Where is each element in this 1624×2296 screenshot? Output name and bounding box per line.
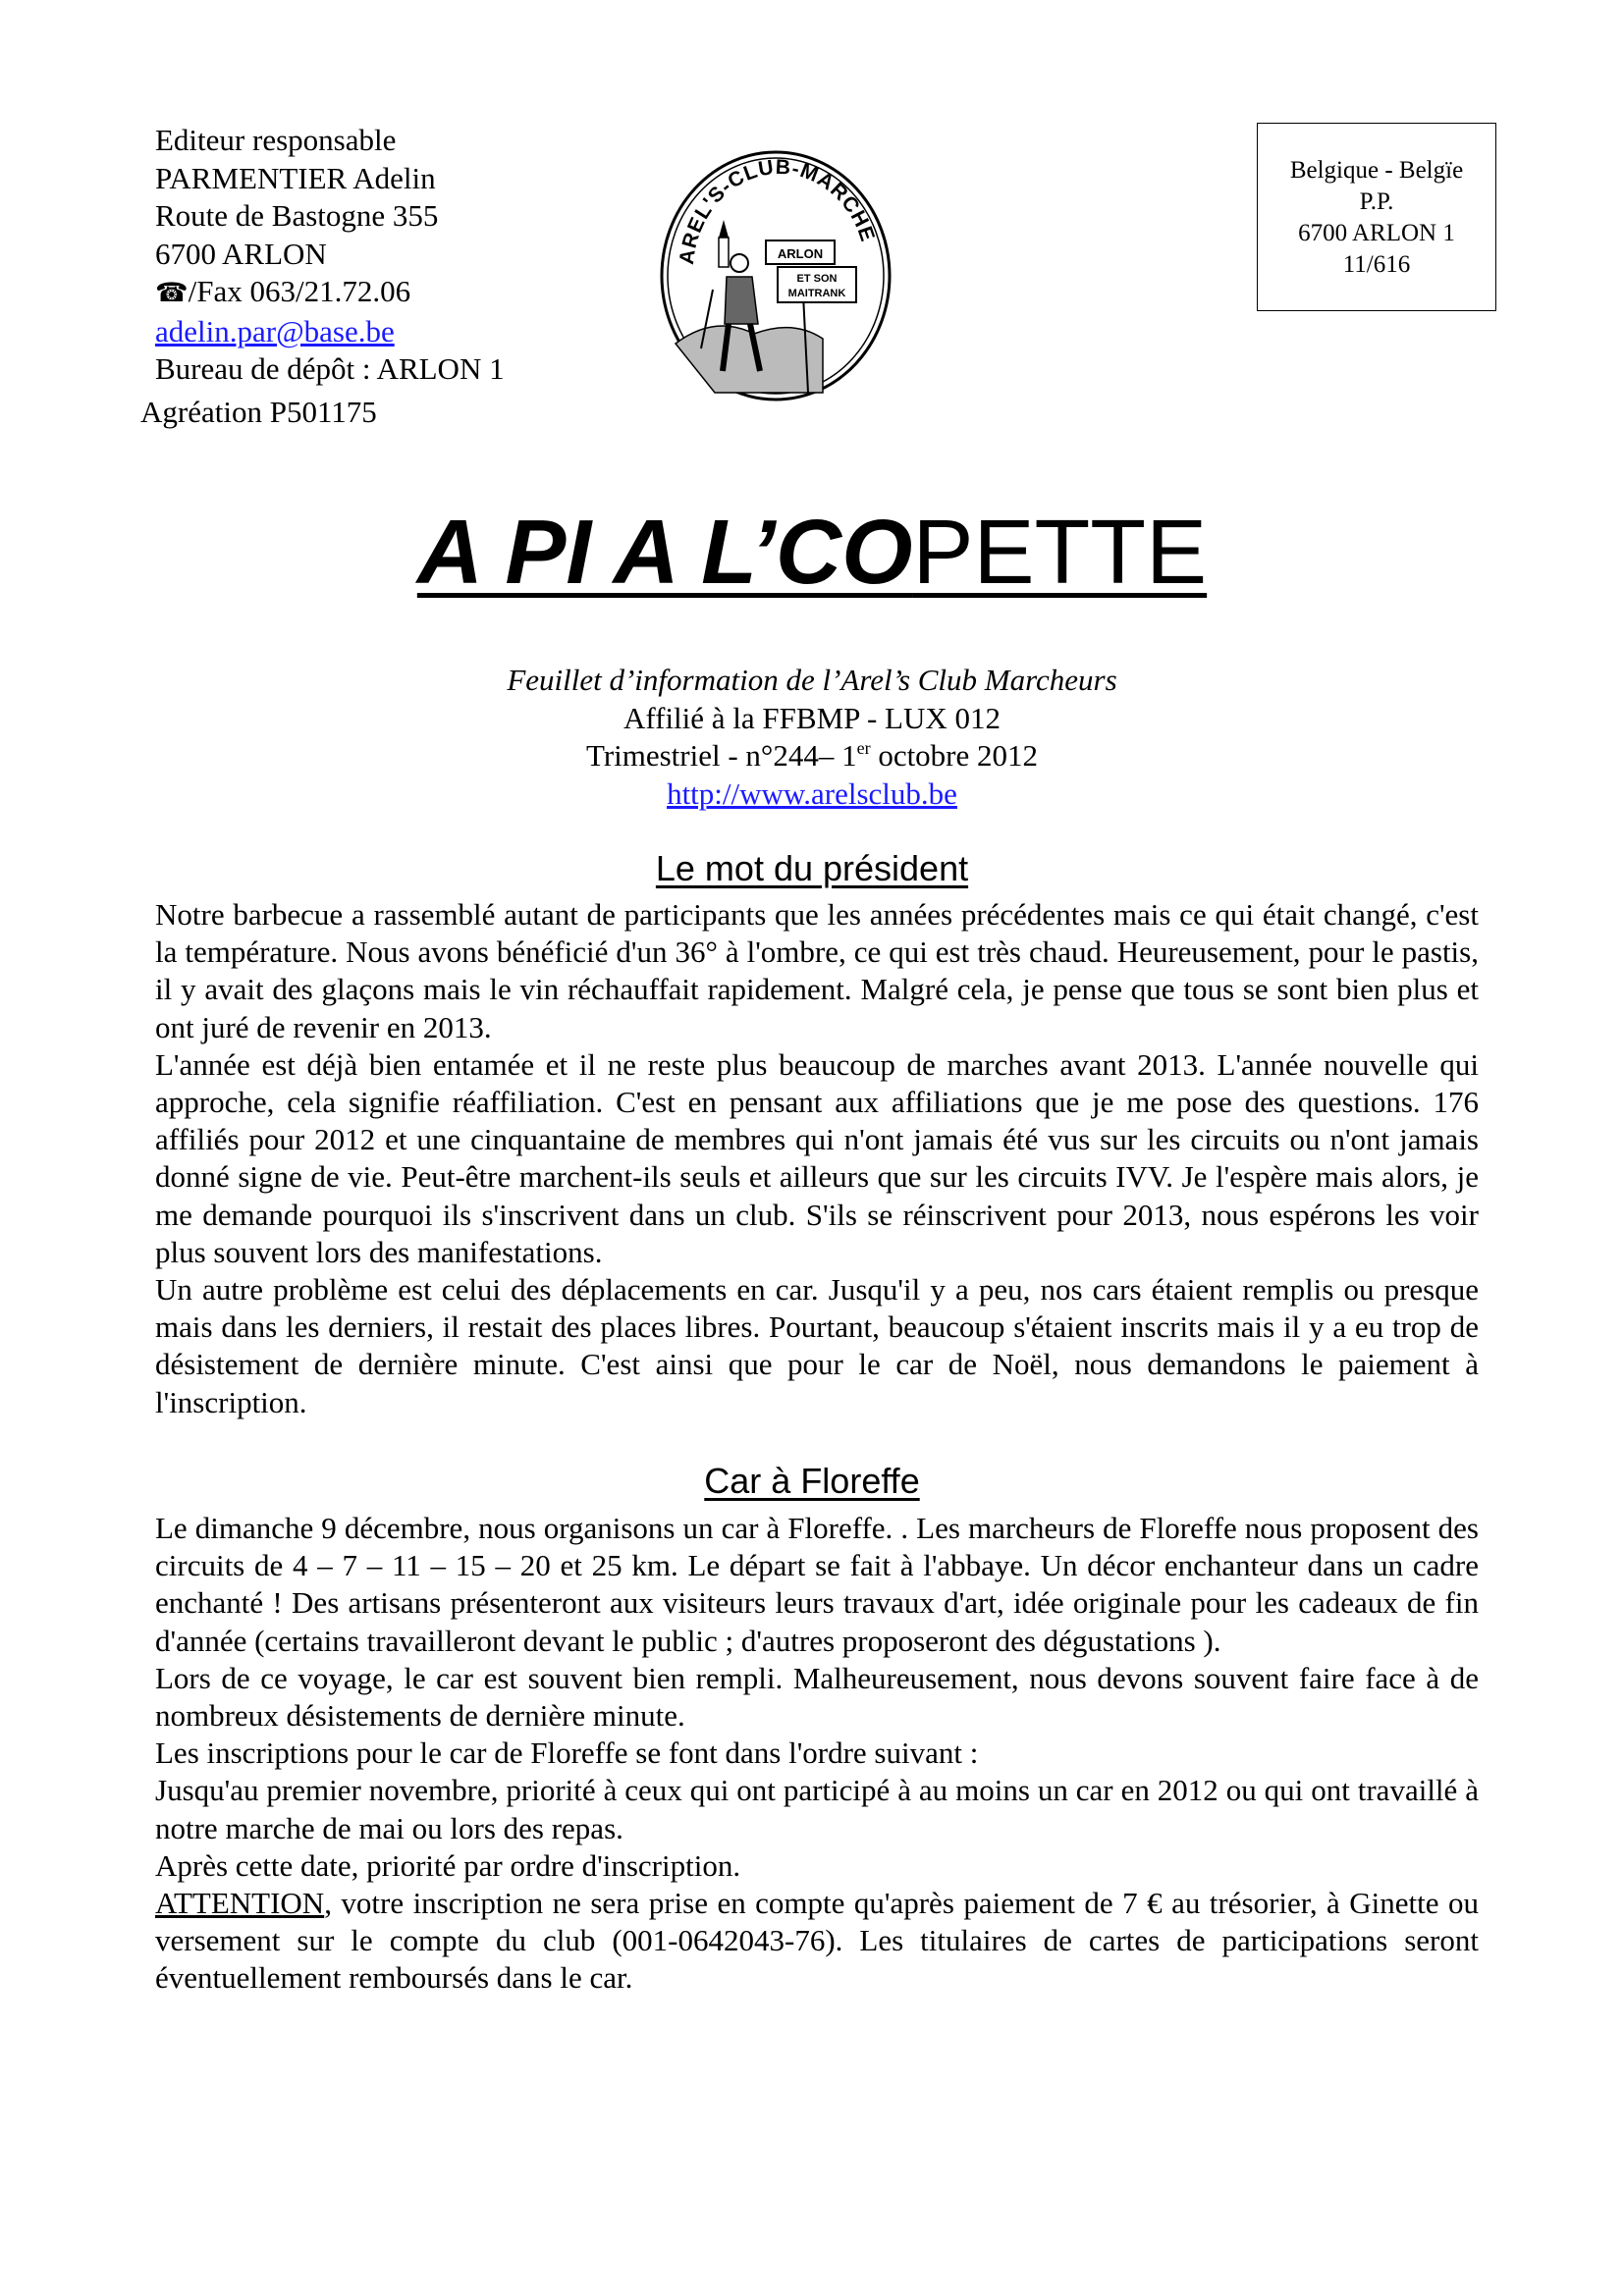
attention-paragraph: [155, 1885, 1479, 1998]
attention-text: , votre inscription ne sera prise en compte qu'après paiement de 7 € au trésorier, à Ginette ou versement sur le compte du club (001-0642043-76). Les titulaires de cartes de participations seront éventuellement remboursés dans le car.: [155, 1886, 1479, 1996]
section-title-president: Le mot du président: [655, 848, 969, 888]
publication-subtitle: Feuillet d’information de l’Arel’s Club Marcheurs: [507, 663, 1117, 697]
postage-box: [1257, 123, 1496, 311]
paragraph: Un autre problème est celui des déplacements en car. Jusqu'il y a peu, nos cars étaient remplis ou presque mais dans les derniers, il restait des places libres. Pourtant, beaucoup s'étaient inscrits mais il y a eu trop de désistement de dernière minute. C'est ainsi que pour le car de Noël, nous demandons le paiement à l'inscription.: [155, 1272, 1479, 1419]
section-body-president: [155, 896, 1479, 1421]
masthead-bold-part: A PI A L’CO: [416, 501, 913, 603]
editor-block: [155, 122, 505, 389]
logo-sign-maitrank: MAITRANK: [787, 288, 846, 299]
publication-issue: Trimestriel - n°244– 1er octobre 2012: [585, 738, 1039, 773]
editor-phone: /Fax 063/21.72.06: [188, 274, 411, 308]
editor-bureau: Bureau de dépôt : ARLON 1: [155, 351, 505, 386]
logo-sign-arlon: ARLON: [777, 246, 824, 261]
editor-line-street: Route de Bastogne 355: [155, 198, 439, 233]
editor-line-city: 6700 ARLON: [155, 236, 327, 271]
paragraph: Le dimanche 9 décembre, nous organisons un car à Floreffe. . Les marcheurs de Floreffe nous proposent des circuits de 4 – 7 – 11 – 15 – 20 et 25 km. Le départ se fait à l'abbaye. Un décor enchanteur dans un cadre enchanté ! Des artisans présenteront aux visiteurs leurs travaux d'art, idée originale pour les cadeaux de fin d'année (certains travailleront devant le public ; d'autres proposeront des dégustations ).: [155, 1511, 1479, 1658]
masthead-title: [0, 503, 1624, 601]
club-logo: [656, 147, 895, 404]
section-body-floreffe: [155, 1510, 1479, 1998]
paragraph: Lors de ce voyage, le car est souvent bien rempli. Malheureusement, nous devons souvent faire face à de nombreux désistements de dernière minute.: [155, 1660, 1479, 1734]
publication-info: [0, 662, 1624, 813]
publication-affiliation: Affilié à la FFBMP - LUX 012: [623, 700, 1001, 735]
paragraph: Les inscriptions pour le car de Floreffe se font dans l'ordre suivant :: [155, 1735, 979, 1771]
attention-label: ATTENTION: [155, 1886, 325, 1921]
club-website-link[interactable]: http://www.arelsclub.be: [667, 775, 957, 811]
paragraph: L'année est déjà bien entamée et il ne reste plus beaucoup de marches avant 2013. L'année nouvelle qui approche, cela signifie réaffiliation. C'est en pensant aux affiliations que je me pose des questions. 176 affiliés pour 2012 et une cinquantaine de membres qui n'ont jamais été vus sur les circuits ou n'ont jamais donné signe de vie. Peut-être marchent-ils seuls et ailleurs que sur les circuits IVV. Je l'espère mais alors, je me demande pourquoi ils s'inscrivent dans un club. S'ils se réinscrivent pour 2013, nous espérons les voir plus souvent lors des manifestations.: [155, 1046, 1479, 1269]
logo-sign-etson: ET SON: [796, 273, 838, 285]
editor-line-role: Editeur responsable: [155, 123, 397, 157]
editor-phone-line: [155, 273, 505, 313]
postbox-city: 6700 ARLON 1: [1298, 220, 1455, 246]
paragraph: Jusqu'au premier novembre, priorité à ceux qui ont participé à au moins un car en 2012 ou qui ont travaillé à notre marche de mai ou lors des repas.: [155, 1773, 1479, 1845]
logo-arc-text: AREL'S-CLUB-MARCHE: [675, 155, 880, 266]
editor-email-link[interactable]: adelin.par@base.be: [155, 313, 395, 348]
paragraph: Notre barbecue a rassemblé autant de participants que les années précédentes mais ce qui était changé, c'est la température. Nous avons bénéficié d'un 36° à l'ombre, ce qui est très chaud. Heureusement, pour le pastis, il y avait des glaçons mais le vin réchauffait rapidement. Malgré cela, je pense que tous se sont bien plus et ont juré de revenir en 2013.: [155, 897, 1479, 1044]
postbox-country: Belgique - Belgïe: [1289, 157, 1464, 184]
postbox-pp: P.P.: [1359, 188, 1394, 215]
agreation-number: Agréation P501175: [140, 395, 377, 429]
masthead-regular-part: PETTE: [912, 501, 1208, 603]
postbox-number: 11/616: [1342, 251, 1411, 278]
section-title-floreffe: Car à Floreffe: [704, 1461, 920, 1501]
telephone-icon: ☎: [155, 278, 189, 308]
paragraph: Après cette date, priorité par ordre d'inscription.: [155, 1847, 741, 1883]
editor-line-name: PARMENTIER Adelin: [155, 160, 436, 195]
